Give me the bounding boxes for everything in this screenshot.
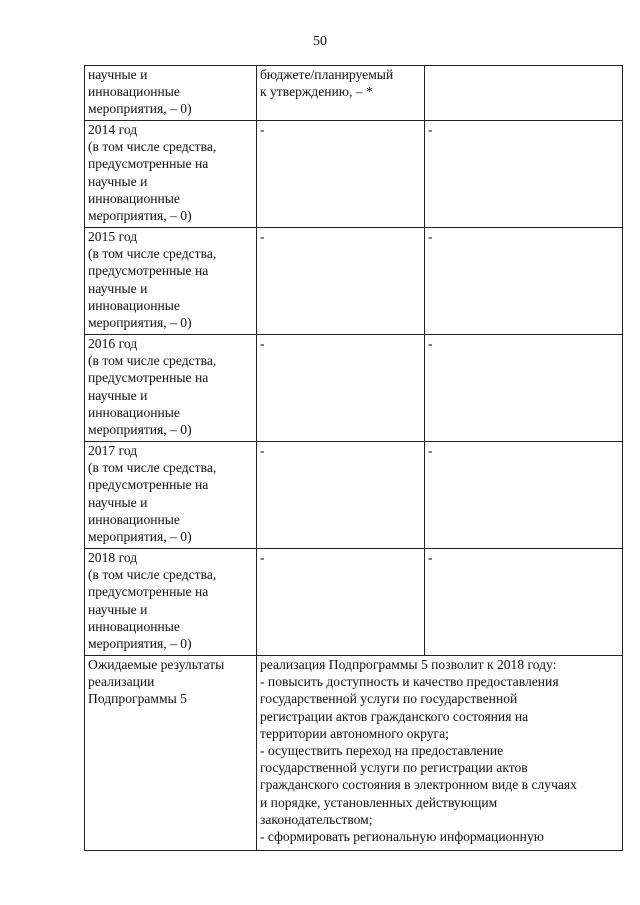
year-value-col3: - <box>425 335 623 442</box>
year-value-col2: - <box>257 549 425 656</box>
year-value-col2: - <box>257 121 425 228</box>
year-value-col3: - <box>425 442 623 549</box>
continuation-col2: бюджете/планируемый к утверждению, – * <box>257 66 425 121</box>
year-value-col3: - <box>425 121 623 228</box>
table-row-expected-results <box>85 656 623 851</box>
year-value-col3: - <box>425 549 623 656</box>
year-value-col2: - <box>257 335 425 442</box>
continuation-col1: научные и инновационные мероприятия, – 0) <box>85 66 257 121</box>
table-row-2014 <box>85 121 623 228</box>
table-row-2016 <box>85 335 623 442</box>
year-label: 2016 год (в том числе средства, предусмотренные на научные и инновационные мероприятия, – 0) <box>85 335 257 442</box>
results-label: Ожидаемые результаты реализации Подпрограммы 5 <box>85 656 257 851</box>
year-value-col2: - <box>257 228 425 335</box>
year-value-col3: - <box>425 228 623 335</box>
table-row-continuation <box>85 66 623 121</box>
table-row-2017 <box>85 442 623 549</box>
year-label: 2018 год (в том числе средства, предусмотренные на научные и инновационные мероприятия, – 0) <box>85 549 257 656</box>
year-label: 2017 год (в том числе средства, предусмотренные на научные и инновационные мероприятия, – 0) <box>85 442 257 549</box>
year-value-col2: - <box>257 442 425 549</box>
page-number: 50 <box>313 34 327 49</box>
results-text: реализация Подпрограммы 5 позволит к 2018 году: - повысить доступность и качество предоставления государственной услуги по государственной регистрации актов гражданского состояния на территории автономного округа; - осуществить переход на предоставление государственной услуги по регистрации актов гражданского состояния в электронном виде в случаях и порядке, установленных действующим законодательством; - сформировать региональную информационную <box>257 656 623 851</box>
program-table <box>84 65 623 851</box>
year-label: 2015 год (в том числе средства, предусмотренные на научные и инновационные мероприятия, – 0) <box>85 228 257 335</box>
table-row-2018 <box>85 549 623 656</box>
table-row-2015 <box>85 228 623 335</box>
continuation-col3 <box>425 66 623 121</box>
year-label: 2014 год (в том числе средства, предусмотренные на научные и инновационные мероприятия, – 0) <box>85 121 257 228</box>
